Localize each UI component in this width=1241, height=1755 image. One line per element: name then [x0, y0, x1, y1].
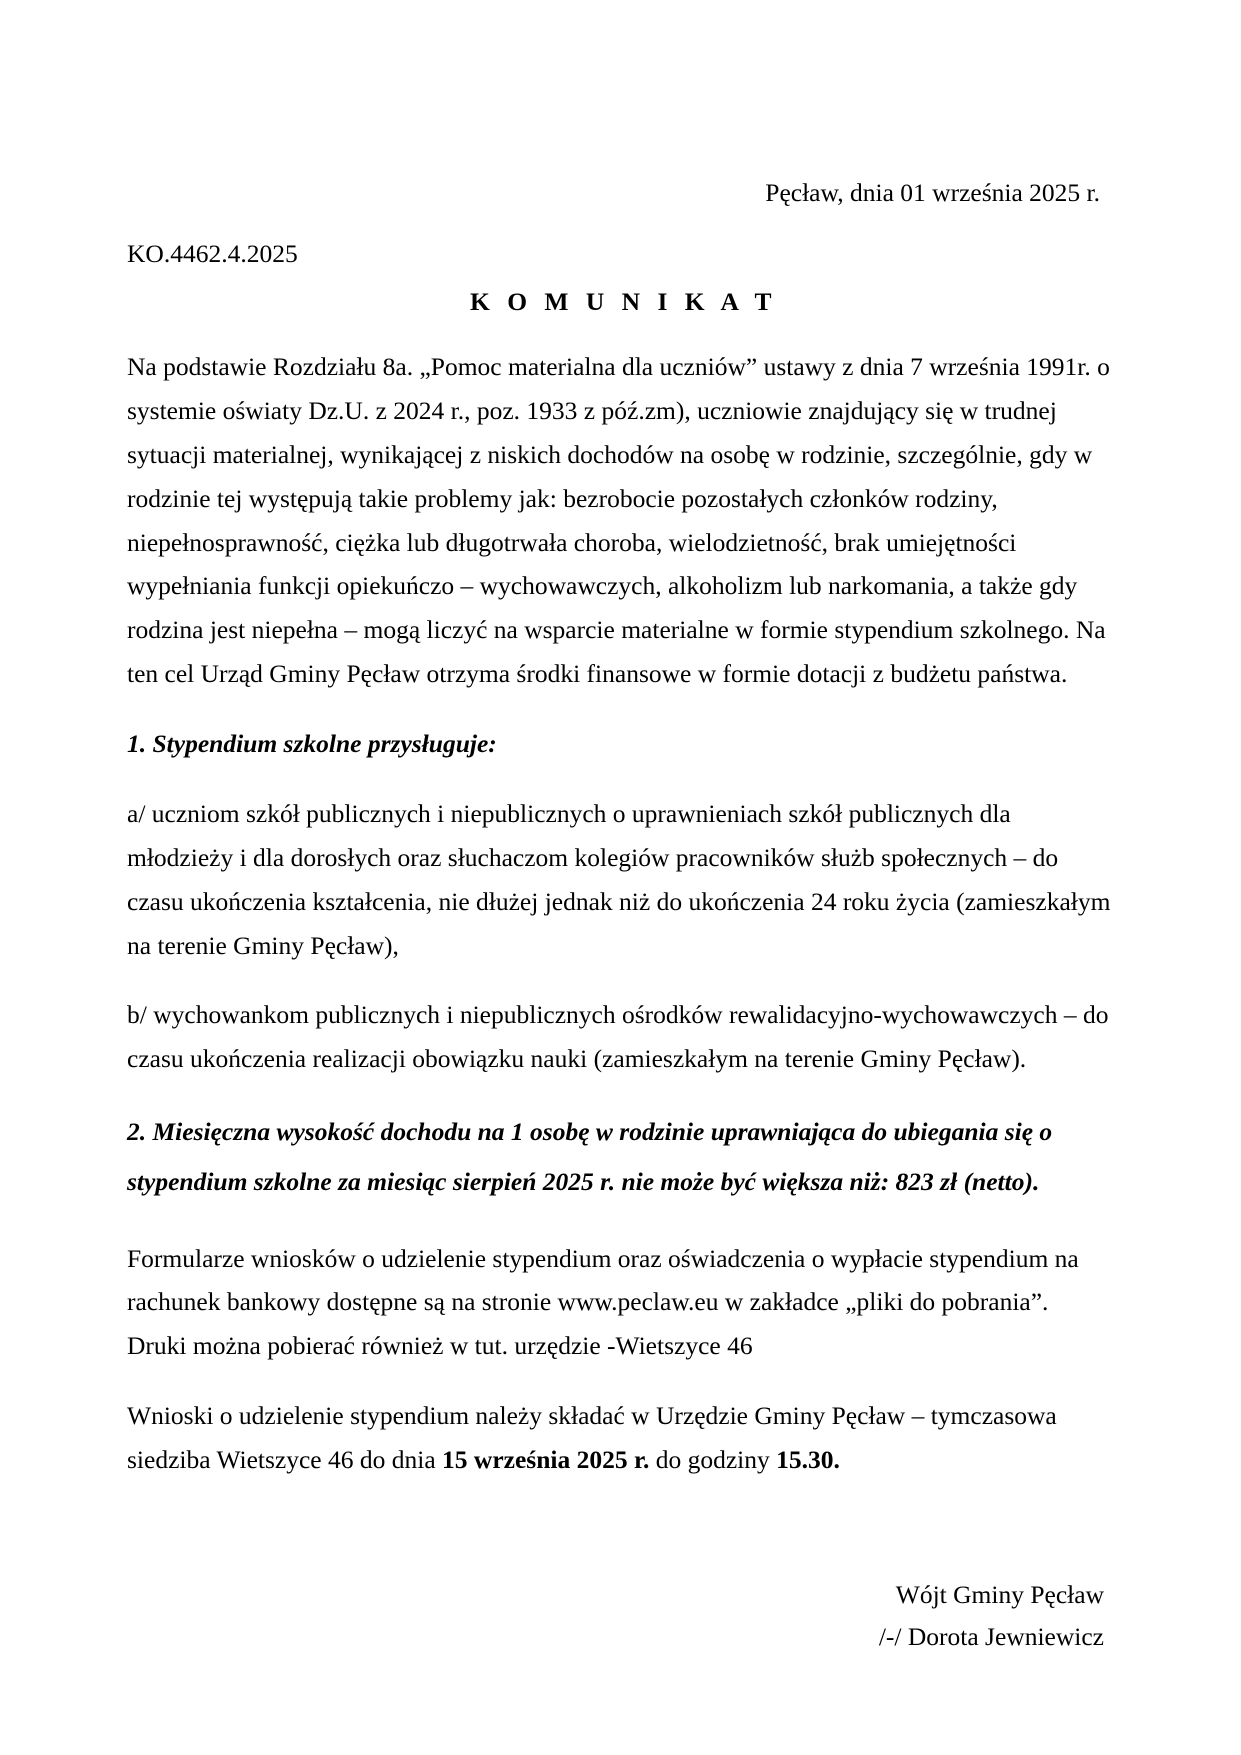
section-1-heading: 1. Stypendium szkolne przysługuje: [127, 729, 497, 759]
submission-text-middle: do godziny [649, 1444, 777, 1474]
section-1-item-a: a/ uczniom szkół publicznych i niepublicznych o uprawnieniach szkół publicznych dla młodzieży i dla dorosłych oraz słuchaczom kolegiów pracowników służb społecznych – do czasu ukończenia kształcenia, nie dłużej jednak niż do ukończenia 24 roku życia (zamieszkałym na terenie Gminy Pęcław), [127, 798, 1111, 960]
submission-paragraph [127, 1394, 1114, 1482]
signature-title: Wójt Gminy Pęcław [895, 1579, 1104, 1609]
page-title: K O M U N I K A T [470, 287, 777, 317]
submission-deadline-time: 15.30. [776, 1444, 840, 1474]
place-and-date: Pęcław, dnia 01 września 2025 r. [765, 178, 1100, 207]
section-2-income-threshold: 2. Miesięczna wysokość dochodu na 1 osobę w rodzinie uprawniająca do ubiegania się o stypendium szkolne za miesiąc sierpień 2025 r. nie może być większa niż: 823 zł (netto). [127, 1117, 1053, 1196]
signature-block [127, 1574, 1114, 1658]
signature-name: /-/ Dorota Jewniewicz [878, 1621, 1104, 1651]
intro-paragraph: Na podstawie Rozdziału 8a. „Pomoc materialna dla uczniów” ustawy z dnia 7 września 1991r. o systemie oświaty Dz.U. z 2024 r., poz. 1933 z póź.zm), uczniowie znajdujący się w trudnej sytuacji materialnej, wynikającej z niskich dochodów na osobę w rodzinie, szczególnie, gdy w rodzinie tej występują takie problemy jak: bezrobocie pozostałych członków rodziny, niepełnosprawność, ciężka lub długotrwała choroba, wielodzietność, brak umiejętności wypełniania funkcji opiekuńczo – wychowawczych, alkoholizm lub narkomania, a także gdy rodzina jest niepełna – mogą liczyć na wsparcie materialne w formie stypendium szkolnego. Na ten cel Urząd Gminy Pęcław otrzyma środki finansowe w formie dotacji z budżetu państwa. [127, 352, 1110, 689]
submission-deadline-date: 15 września 2025 r. [442, 1444, 650, 1474]
section-1-item-b: b/ wychowankom publicznych i niepublicznych ośrodków rewalidacyjno-wychowawczych – do czasu ukończenia realizacji obowiązku nauki (zamieszkałym na terenie Gminy Pęcław). [127, 1000, 1109, 1074]
forms-availability-paragraph: Formularze wniosków o udzielenie stypendium oraz oświadczenia o wypłacie stypendium na rachunek bankowy dostępne są na stronie www.peclaw.eu w zakładce „pliki do pobrania”. Druki można pobierać również w tut. urzędzie -Wietszyce 46 [127, 1243, 1079, 1361]
submission-text-lead: Wnioski o udzielenie stypendium należy składać w Urzędzie Gminy Pęcław – tymczasowa siedziba Wietszyce 46 do dnia [127, 1401, 1057, 1474]
reference-number: KO.4462.4.2025 [127, 238, 298, 268]
document-body [127, 345, 1114, 1482]
